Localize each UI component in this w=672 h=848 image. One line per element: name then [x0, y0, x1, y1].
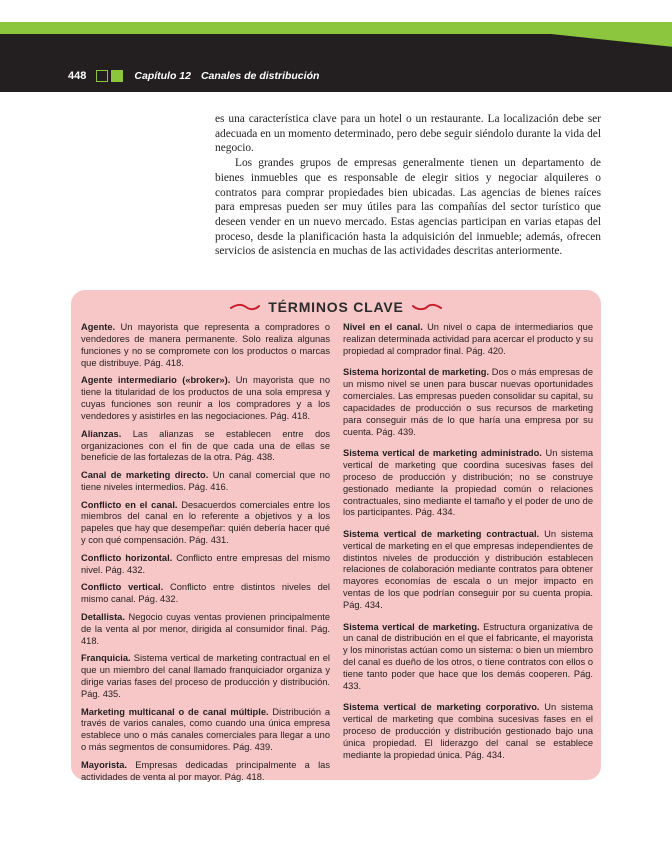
term-name: Conflicto en el canal.	[81, 499, 178, 510]
term-name: Nivel en el canal.	[343, 322, 423, 332]
term-name: Sistema vertical de marketing contractual.	[343, 528, 540, 539]
term-name: Sistema horizontal de marketing.	[343, 367, 490, 378]
term-name: Sistema vertical de marketing corporativo.	[343, 702, 540, 713]
term-definition: Un sistema vertical de marketing en el que empresas independientes de distintos niveles de producción y distribución establecen relaciones de colaboración mediante contratos para obtener mayores economías de escala o un mejor impacto en ventas de los que podrían conseguir por su cuenta propia. Pág. 434.	[343, 528, 594, 611]
chapter-title: Canales de distribución	[200, 70, 320, 82]
term-entry	[81, 653, 330, 701]
term-definition: Conflicto entre empresas del mismo nivel. Pág. 432.	[81, 552, 330, 575]
term-entry	[81, 582, 330, 606]
body-text	[215, 112, 601, 259]
term-name: Conflicto vertical.	[81, 582, 164, 593]
term-definition: Empresas dedicadas principalmente a las actividades de venta al por mayor. Pág. 418.	[81, 759, 330, 782]
term-name: Franquicia.	[81, 653, 131, 664]
term-definition: Estructura organizativa de un canal de distribución en el que el fabricante, el mayorista y los minoristas actúan como un sistema: o bien un miembro del canal es dueño de los otros, o tiene contratos con ellos o tiene tanto poder que hace que los demás cooperen. Pág. 433.	[343, 621, 593, 692]
term-entry	[343, 448, 593, 519]
term-entry	[81, 500, 330, 548]
term-name: Conflicto horizontal.	[81, 552, 173, 563]
term-definition: Un canal comercial que no tiene niveles intermedios. Pág. 416.	[81, 470, 330, 492]
terms-column-right	[343, 322, 593, 771]
term-name: Agente.	[81, 322, 116, 332]
body-paragraph: es una característica clave para un hotel o un restaurante. La localización debe ser adecuada en un momento determinado, pero debe seguir siéndolo durante la vida del negocio.	[215, 113, 601, 155]
term-name: Mayorista.	[81, 759, 127, 770]
left-swash-icon	[230, 303, 260, 311]
key-terms-title: TÉRMINOS CLAVE	[268, 299, 404, 315]
term-name: Canal de marketing directo.	[81, 470, 209, 481]
term-entry	[81, 553, 330, 577]
term-entry	[81, 612, 330, 648]
term-entry	[81, 470, 330, 494]
term-entry	[343, 322, 593, 358]
term-name: Detallista.	[81, 611, 125, 622]
term-name: Alianzas.	[81, 428, 122, 439]
term-definition: Un mayorista que no tiene la titularidad de los productos de una sola empresa y cuyas funciones son reunir a los compradores y a los vendedores y asistirles en las negociaciones. Pág. 418.	[81, 375, 330, 422]
term-definition: Conflicto entre distintos niveles del mismo canal. Pág. 432.	[81, 582, 330, 605]
right-swash-icon	[412, 303, 442, 311]
key-terms-box	[71, 290, 601, 780]
terms-column-left	[81, 322, 330, 789]
term-entry	[343, 622, 593, 693]
term-definition: Distribución a través de varios canales, como cuando una única empresa establece uno o más canales comerciales para llegar a uno o más segmentos de consumidores. Pág. 439.	[81, 706, 330, 753]
term-entry	[343, 529, 593, 612]
term-entry	[81, 429, 330, 465]
chapter-label: Capítulo 12	[134, 70, 191, 82]
term-entry	[343, 367, 593, 438]
term-definition: Negocio cuyas ventas provienen principalmente de la venta al por menor, dirigida al consumidor final. Pág. 418.	[81, 611, 330, 646]
term-definition: Un sistema vertical de marketing que coordina sucesivas fases del proceso de producción y distribución; no se construye gestionado mediante la propiedad común o relaciones contractuales, sino mediante el tamaño y el poder de uno de los participantes. Pág. 434.	[343, 447, 594, 518]
term-name: Sistema vertical de marketing administrado.	[343, 447, 542, 458]
term-entry	[81, 322, 330, 370]
term-definition: Un mayorista que representa a compradores o vendedores de manera permanente. Solo realiza algunas funciones y no se compromete con los productos o marcas que distribuye. Pág. 418.	[81, 322, 330, 368]
term-entry	[343, 702, 593, 762]
body-paragraph: Los grandes grupos de empresas generalmente tienen un departamento de bienes inmuebles que es responsable de elegir sitios y negociar alquileres o contratos para comprar propiedades bien ubicadas. Las agencias de bienes raíces para empresas pueden ser muy útiles para las compañías del sector turístico que deseen vender en un nuevo mercado. Estas agencias participan en varias etapas del proceso, desde la planificación hasta la adquisición del inmueble; además, ofrecen servicios de asistencia en muchas de las actividades descritas anteriormente.	[215, 157, 601, 258]
term-entry	[81, 760, 330, 784]
running-header	[68, 68, 319, 84]
page-number: 448	[68, 70, 87, 82]
filled-square-icon	[111, 70, 123, 82]
term-definition: Desacuerdos comerciales entre los miembros del canal en lo referente a objetivos y a los papeles que hay que desempeñar: quién debería hacer qué y con qué compensación. Pág. 431.	[81, 499, 330, 546]
term-definition: Un sistema vertical de marketing que combina sucesivas fases en el proceso de producción y distribución gestionado bajo una única propiedad. El liderazgo del canal se establece mediante la propiedad única. Pág. 434.	[343, 702, 594, 760]
term-name: Marketing multicanal o de canal múltiple.	[81, 706, 269, 717]
term-name: Sistema vertical de marketing.	[343, 621, 480, 632]
term-definition: Sistema vertical de marketing contractual en el que un miembro del canal llamado franquiciador organiza y dirige varias fases del proceso de producción y distribución. Pág. 435.	[81, 653, 330, 699]
key-terms-header	[71, 296, 601, 318]
term-entry	[81, 707, 330, 755]
term-definition: Un nivel o capa de intermediarios que realizan determinada actividad para acercar el producto y su propiedad al comprador final. Pág. 420.	[343, 322, 594, 356]
term-entry	[81, 375, 330, 423]
term-name: Agente intermediario («broker»).	[81, 375, 231, 386]
term-definition: Las alianzas se establecen entre dos organizaciones con el fin de que cada una de ellas se beneficie de las fortalezas de la otra. Pág. 438.	[81, 428, 330, 463]
term-definition: Dos o más empresas de un mismo nivel se unen para buscar nuevas oportunidades comerciales. Las empresas pueden consolidar su capital, su capacidades de producción o sus recursos de marketing para conseguir más de lo que haría una empresa por su cuenta. Pág. 439.	[343, 367, 593, 437]
outlined-square-icon	[96, 70, 108, 82]
